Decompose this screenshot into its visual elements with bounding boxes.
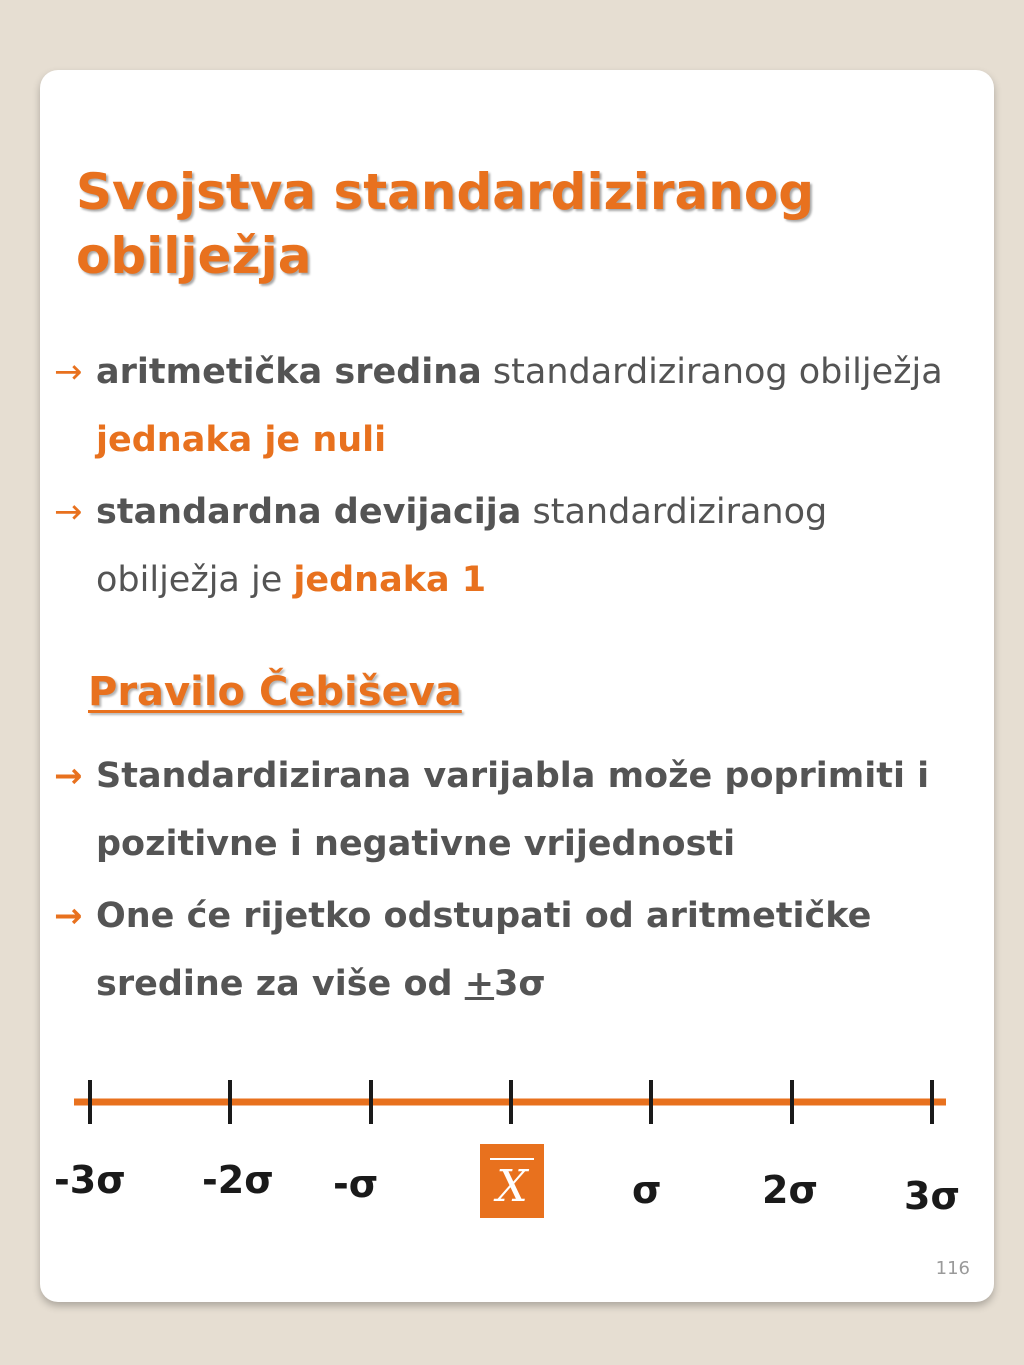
bullet-std-dev-middle: standardiziranog obilježja je — [96, 492, 828, 600]
bullet-deviation-rule-text: One će rijetko odstupati od aritmetičke sredine za više od — [96, 896, 872, 1004]
term-arithmetic-mean: aritmetička sredina — [96, 352, 482, 392]
slide — [40, 70, 994, 1302]
axis-label-minus-sigma: -σ — [333, 1162, 379, 1206]
term-standard-deviation: standardna devijacija — [96, 492, 522, 532]
bullet-mean-conclusion: jednaka je nuli — [96, 420, 387, 460]
arrow-right-icon: → — [54, 352, 83, 392]
bullet-std-dev-conclusion: jednaka 1 — [293, 560, 487, 600]
axis-label-minus-2-sigma: -2σ — [202, 1158, 274, 1202]
axis-label-2-sigma: 2σ — [762, 1168, 819, 1212]
bullet-mean — [54, 338, 979, 474]
mean-symbol — [480, 1144, 544, 1218]
arrow-right-icon: → — [54, 896, 83, 936]
axis-label-sigma: σ — [632, 1168, 662, 1212]
bullet-list-chebyshev — [54, 742, 979, 1022]
bullet-list-properties — [54, 338, 979, 618]
section-heading: Pravilo Čebiševa — [88, 669, 462, 715]
arrow-right-icon: → — [54, 492, 83, 532]
bullet-std-dev — [54, 478, 979, 614]
axis-label-minus-3-sigma: -3σ — [54, 1158, 126, 1202]
plus-minus-sign: + — [464, 964, 495, 1004]
mean-letter: X — [496, 1161, 528, 1212]
mean-overline — [490, 1158, 534, 1160]
arrow-right-icon: → — [54, 756, 83, 796]
bullet-values-sign-text: Standardizirana varijabla može poprimiti i pozitivne i negativne vrijednosti — [96, 756, 930, 864]
three-sigma: 3σ — [494, 964, 546, 1004]
bullet-values-sign — [54, 742, 979, 878]
axis-label-3-sigma: 3σ — [904, 1174, 961, 1218]
bullet-mean-middle: standardiziranog obilježja — [481, 352, 943, 392]
slide-title: Svojstva standardiziranog obilježja — [76, 163, 814, 285]
page-number: 116 — [935, 1258, 970, 1279]
bullet-deviation-rule — [54, 882, 979, 1018]
